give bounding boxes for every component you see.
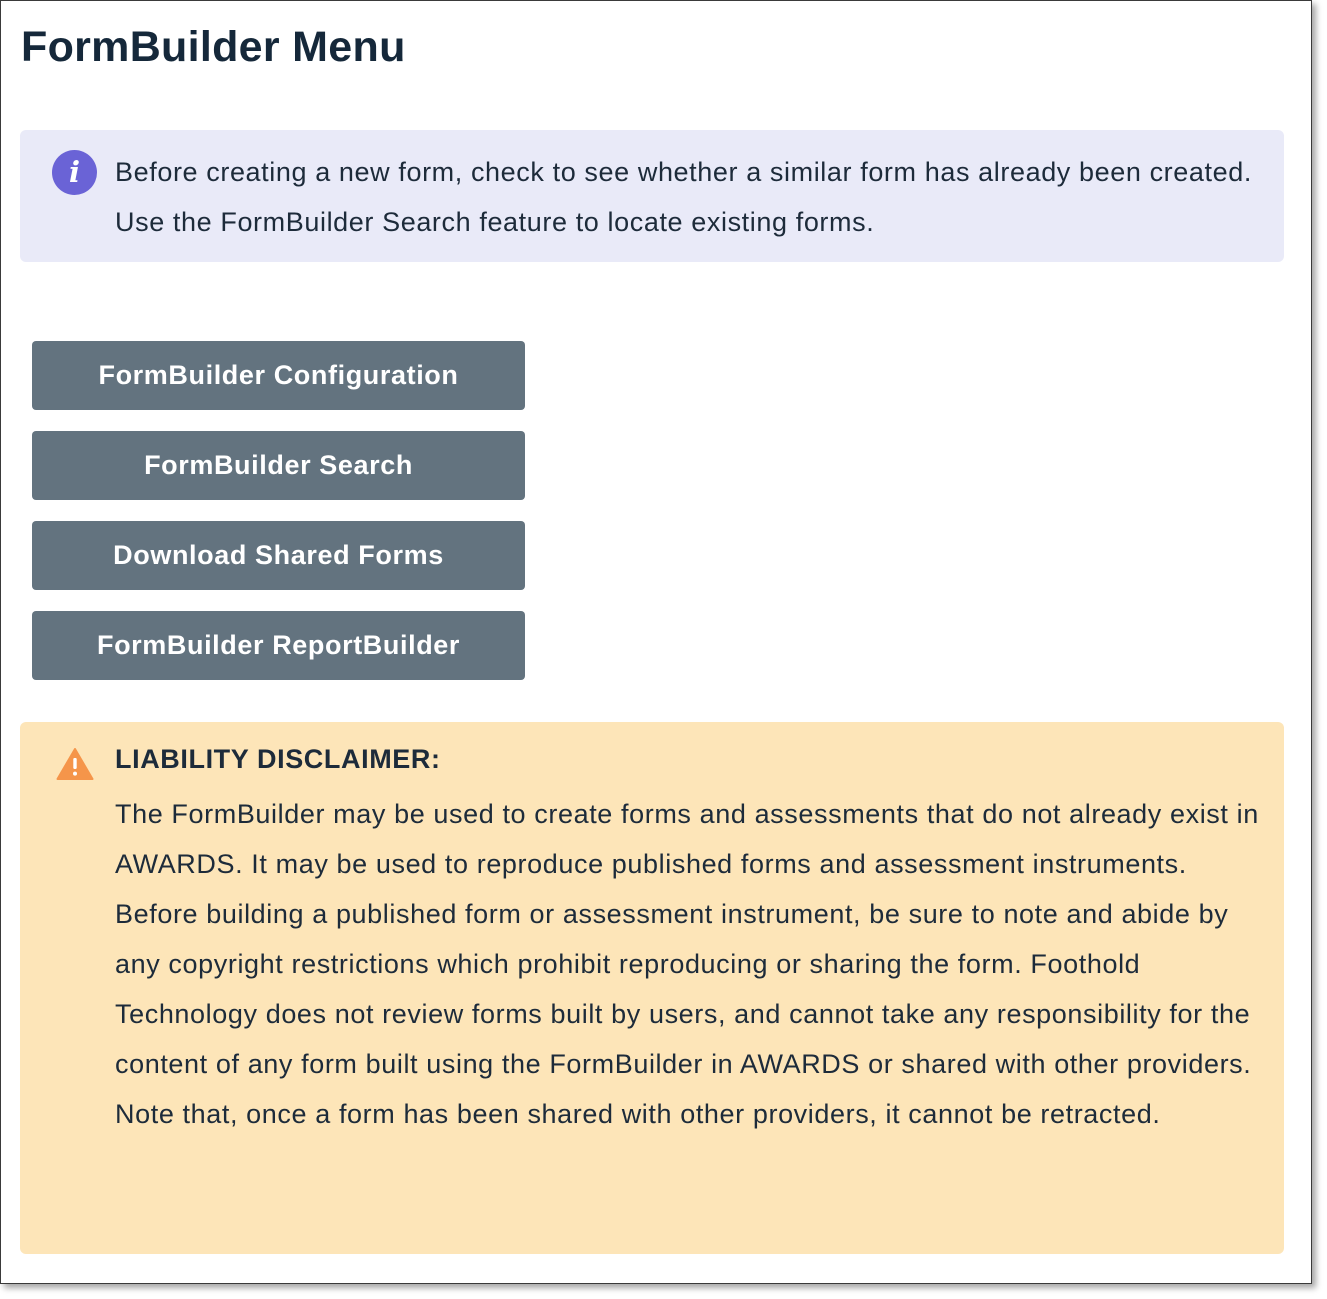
formbuilder-search-button[interactable]: FormBuilder Search <box>32 431 525 500</box>
info-text: Before creating a new form, check to see whether a similar form has already been created. Use the FormBuilder Search feature to locate existing forms. <box>115 157 1252 237</box>
disclaimer-title: LIABILITY DISCLAIMER: <box>115 744 441 774</box>
disclaimer-text: The FormBuilder may be used to create forms and assessments that do not already exist in AWARDS. It may be used to reproduce published forms and assessment instruments. Before building a published form or assessment instrument, be sure to note and abide by any copyright restrictions which prohibit reproducing or sharing the form. Foothold Technology does not review forms built by users, and cannot take any responsibility for the content of any form built using the FormBuilder in AWARDS or shared with other providers. Note that, once a form has been shared with other providers, it cannot be retracted. <box>115 799 1259 1129</box>
info-icon: i <box>52 150 97 195</box>
page-title: FormBuilder Menu <box>21 23 406 71</box>
liability-disclaimer-callout <box>20 722 1284 1254</box>
download-shared-forms-button[interactable]: Download Shared Forms <box>32 521 525 590</box>
info-callout <box>20 130 1284 262</box>
warning-icon <box>56 747 94 781</box>
formbuilder-configuration-button[interactable]: FormBuilder Configuration <box>32 341 525 410</box>
formbuilder-reportbuilder-button[interactable]: FormBuilder ReportBuilder <box>32 611 525 680</box>
